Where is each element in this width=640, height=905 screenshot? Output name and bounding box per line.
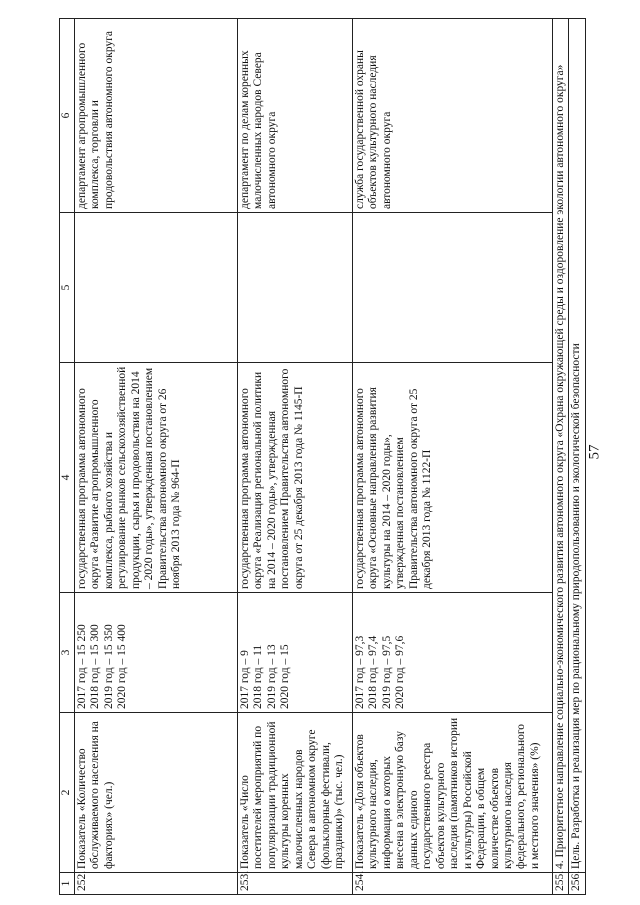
table-row [353, 19, 553, 895]
header-col-2: 2 [60, 713, 75, 873]
header-col-5: 5 [60, 213, 75, 363]
value-2020: 2020 год – 97,6 [394, 635, 407, 709]
program-reference: государственная программа автономного округа «Основные направления развития культуры на 2014 – 2020 годы», утвержденная постановлением Правительства автономного округа от 25 декабря 2013 года № 1122-П [353, 363, 553, 593]
column-5-cell [238, 213, 353, 363]
goal-text: Цель. Разработка и реализация мер по рациональному природопользованию и экологической безопасности [569, 19, 585, 873]
value-2017: 2017 год – 97,3 [354, 635, 366, 709]
value-2018: 2018 год – 11 [252, 644, 265, 709]
indicator-values [238, 593, 353, 713]
priority-direction-row [553, 19, 569, 895]
indicators-table [59, 18, 586, 895]
indicator-name: Показатель «Количество обслуживаемого населения на факториях» (чел.) [75, 713, 238, 873]
priority-direction-text: 4. Приоритетное направление социально-экономического развития автономного округа «Охрана окружающей среды и оздоровление экологии автономного округа» [553, 19, 569, 873]
value-2017: 2017 год – 9 [239, 650, 251, 709]
indicator-name: Показатель «Число посетителей мероприятий по популяризации традиционной культуры коренных малочисленных народов Севера в автономном округе (фольклорные фестивали, праздники)» (тыс. чел.) [238, 713, 353, 873]
column-5-cell [75, 213, 238, 363]
table-row [75, 19, 238, 895]
row-number: 255. [553, 873, 569, 895]
page-number: 57 [586, 444, 603, 460]
row-number: 254. [353, 873, 553, 895]
value-2020: 2020 год – 15 [279, 644, 292, 709]
indicator-values [353, 593, 553, 713]
table-row [238, 19, 353, 895]
program-reference: государственная программа автономного округа «Развитие агропромышленного комплекса, рыбного хозяйства и регулирование рынков сельскохозяйственной продукции, сырья и продовольствия на 2014 – 2020 годы», утвержденная постановлением Правительства автономного округа от 26 ноября 2013 года № 964-П [75, 363, 238, 593]
header-row [60, 19, 75, 895]
value-2017: 2017 год – 15 250 [76, 624, 88, 709]
value-2018: 2018 год – 15 300 [89, 624, 102, 709]
value-2019: 2019 год – 97,5 [380, 635, 393, 709]
value-2018: 2018 год – 97,4 [367, 635, 380, 709]
row-number: 253. [238, 873, 353, 895]
value-2019: 2019 год – 13 [265, 644, 278, 709]
value-2020: 2020 год – 15 400 [116, 624, 129, 709]
value-2019: 2019 год – 15 350 [102, 624, 115, 709]
indicator-values [75, 593, 238, 713]
header-col-4: 4 [60, 363, 75, 593]
responsible-body: департамент по делам коренных малочисленных народов Севера автономного округа [238, 19, 353, 213]
table-area [54, 10, 629, 905]
goal-row [569, 19, 585, 895]
indicator-name: Показатель «Доля объектов культурного наследия, информация о которых внесена в электронную базу данных единого государственного реестра объектов культурного наследия (памятников истории и культуры) Российской Федерации, в общем количестве объектов культурного наследия федерального, регионального и местного значения» (%) [353, 713, 553, 873]
row-number: 256. [569, 873, 585, 895]
header-col-6: 6 [60, 19, 75, 213]
header-col-1: 1 [60, 873, 75, 895]
program-reference: государственная программа автономного округа «Реализация региональной политики на 2014 – 2020 годы», утвержденная постановлением Правительства автономного округа от 25 декабря 2013 года № 1145-П [238, 363, 353, 593]
rotated-sheet [54, 10, 629, 905]
responsible-body: департамент агропромышленного комплекса, торговли и продовольствия автономного округа [75, 19, 238, 213]
row-number: 252. [75, 873, 238, 895]
header-col-3: 3 [60, 593, 75, 713]
responsible-body: служба государственной охраны объектов культурного наследия автономного округа [353, 19, 553, 213]
column-5-cell [353, 213, 553, 363]
